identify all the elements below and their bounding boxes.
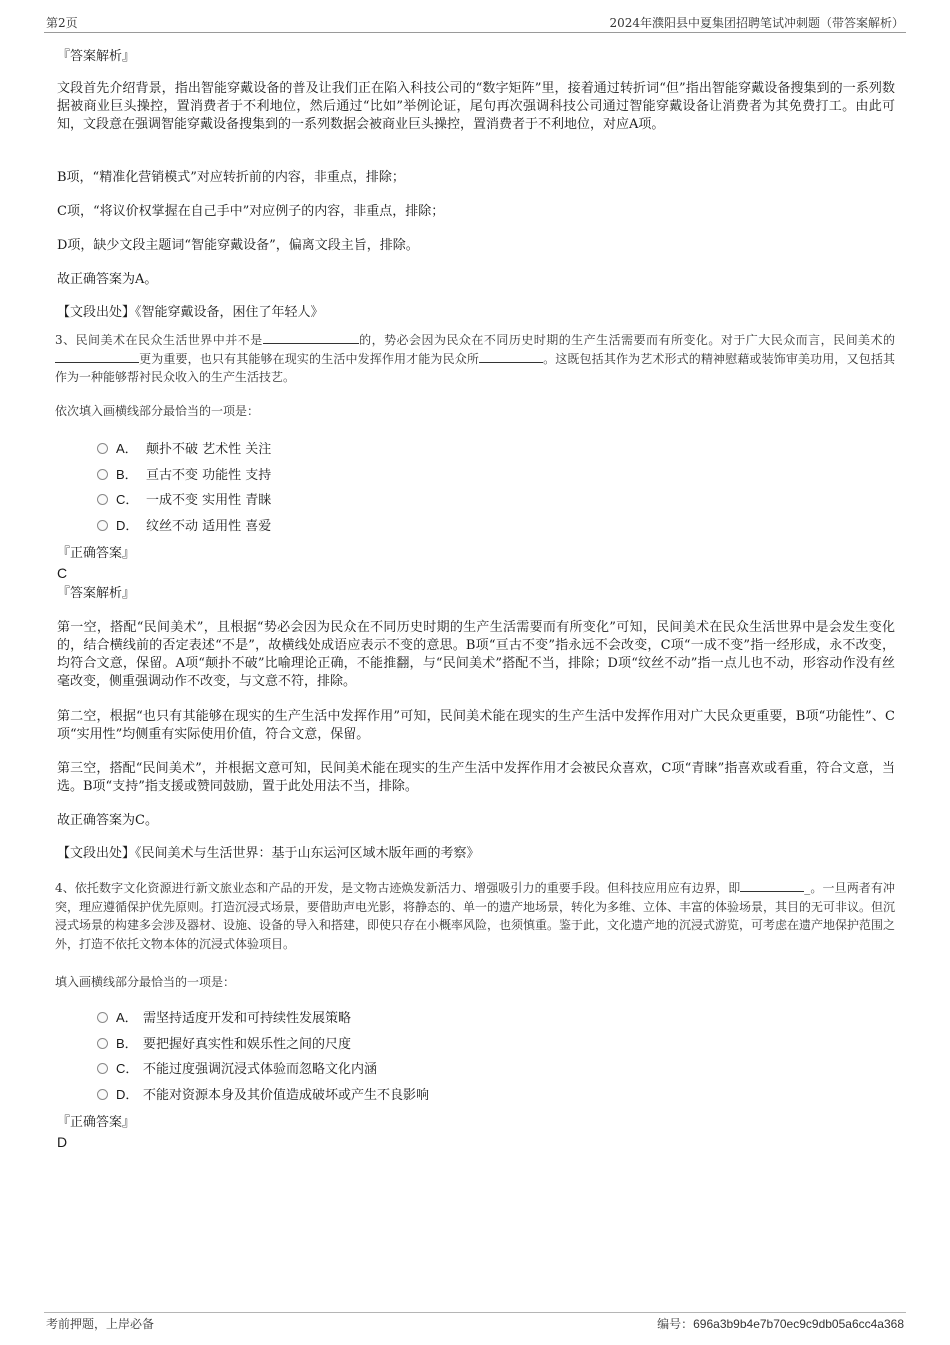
radio-icon[interactable]: [97, 443, 108, 454]
q3-conclusion: 故正确答案为C。: [57, 813, 158, 828]
q4-option-d[interactable]: D． 不能对资源本身及其价值造成破坏或产生不良影响: [97, 1086, 429, 1105]
radio-icon[interactable]: [97, 494, 108, 505]
q4-stem: 4、依托数字文化资源进行新文旅业态和产品的开发，是文物古迹焕发新活力、增强吸引力的重要手段。但科技应用应有边界，即 _。一旦两者有冲突，理应遵循保护优先原则。打造沉浸式场景，要借助声电光影，将静态的、单一的遗产地场景，转化为多维、立体、丰富的体验场景，其目的无可非议。但沉浸式场景的构建多会涉及器材、设施、设备的导入和搭建，即使只存在小概率风险，也须慎重。鉴于此，文化遗产地的沉浸式游览，可考虑在遗产地保护范围之外，打造不依托文物本体的沉浸式体验项目。: [55, 881, 896, 951]
q2-conclusion: 故正确答案为A。: [57, 272, 158, 287]
q3-analysis-label: 『答案解析』: [57, 586, 136, 601]
q2-option-c-note: C项，“将议价权掌握在自己手中”对应例子的内容，非重点，排除；: [57, 204, 445, 219]
page-number: 第2页: [46, 16, 78, 30]
q3-answer: C: [57, 565, 68, 581]
q3-analysis-p3: 第三空，搭配“民间美术”，并根据文意可知，民间美术能在现实的生产生活中发挥作用才会被民众喜欢，C项“青睐”指喜欢或看重，符合文意，当选。B项“支持”指支援或赞同鼓励，置于此处用法不当，排除。: [57, 761, 895, 794]
q4-prompt: 填入画横线部分最恰当的一项是：: [55, 975, 236, 989]
q2-option-b-note: B项，“精准化营销模式”对应转折前的内容，非重点，排除；: [57, 170, 405, 185]
blank-1: [263, 333, 359, 344]
radio-icon[interactable]: [97, 469, 108, 480]
q4-answer: D: [57, 1134, 68, 1150]
blank-2: [55, 352, 139, 363]
radio-icon[interactable]: [97, 520, 108, 531]
q3-analysis-p2: 第二空，根据“也只有其能够在现实的生产生活中发挥作用”可知，民间美术能在现实的生产生活中发挥作用对广大民众更重要，B项“功能性”、C项“实用性”均侧重有实际使用价值，符合文意，保留。: [57, 709, 895, 742]
q3-analysis-p1: 第一空，搭配“民间美术”，且根据“势必会因为民众在不同历史时期的生产生活需要而有所变化”可知，民间美术在民众生活世界中是会发生变化的，结合横线前的否定表述“不是”，故横线处成语应表示不变的意思。B项“亘古不变”指永远不会改变，C项“一成不变”指一经形成，永不改变，均符合文意，保留。A项“颠扑不破”比喻理论正确，不能推翻，与“民间美术”搭配不当，排除；D项“纹丝不动”指一点儿也不动，形容动作没有丝毫改变，侧重强调动作不改变，与文意不符，排除。: [57, 620, 895, 689]
q3-source: 【文段出处】《民间美术与生活世界：基于山东运河区域木版年画的考察》: [57, 846, 480, 861]
q3-option-a[interactable]: A． 颠扑不破 艺术性 关注: [97, 440, 271, 459]
q2-analysis-text: 文段首先介绍背景，指出智能穿戴设备的普及让我们正在陷入科技公司的“数字矩阵”里，接着通过转折词“但”指出智能穿戴设备搜集到的一系列数据被商业巨头操控，置消费者于不利地位，然后通过“比如”举例论证，尾句再次强调科技公司通过智能穿戴设备让消费者为其免费打工。由此可知，文段意在强调智能穿戴设备搜集到的一系列数据会被商业巨头操控，置消费者于不利地位，对应A项。: [57, 81, 895, 132]
radio-icon[interactable]: [97, 1089, 108, 1100]
blank: [740, 881, 804, 892]
radio-icon[interactable]: [97, 1038, 108, 1049]
q2-source: 【文段出处】《智能穿戴设备，困住了年轻人》: [57, 305, 324, 320]
q3-option-b[interactable]: B． 亘古不变 功能性 支持: [97, 466, 271, 485]
q3-answer-label: 『正确答案』: [57, 546, 136, 561]
document-title: 2024年濮阳县中夏集团招聘笔试冲刺题（带答案解析）: [609, 16, 904, 30]
q4-option-c[interactable]: C． 不能过度强调沉浸式体验而忽略文化内涵: [97, 1060, 377, 1079]
blank-3: [479, 352, 543, 363]
radio-icon[interactable]: [97, 1012, 108, 1023]
page-header: [44, 10, 906, 33]
page-footer: [44, 1312, 906, 1337]
radio-icon[interactable]: [97, 1063, 108, 1074]
q4-answer-label: 『正确答案』: [57, 1115, 136, 1130]
q3-prompt: 依次填入画横线部分最恰当的一项是：: [55, 404, 260, 418]
document-id: 编号：696a3b9b4e7b70ec9c9db05a6cc4a368: [657, 1317, 904, 1331]
q2-analysis-label: 『答案解析』: [57, 49, 136, 64]
q4-option-b[interactable]: B． 要把握好真实性和娱乐性之间的尺度: [97, 1035, 351, 1054]
q2-option-d-note: D项，缺少文段主题词“智能穿戴设备”，偏离文段主旨，排除。: [57, 238, 419, 253]
q3-option-c[interactable]: C． 一成不变 实用性 青睐: [97, 491, 271, 510]
q4-option-a[interactable]: A． 需坚持适度开发和可持续性发展策略: [97, 1009, 351, 1028]
q3-stem: 3、民间美术在民众生活世界中并不是 的，势必会因为民众在不同历史时期的生产生活需要而有所变化。对于广大民众而言，民间美术的更为重要，也只有其能够在现实的生活中发挥作用才能为民众所 。这既包括其作为艺术形式的精神慰藉或装饰审美功用，又包括其作为一种能够帮衬民众收入的生产生活技艺。: [55, 333, 895, 384]
q3-option-d[interactable]: D． 纹丝不动 适用性 喜爱: [97, 517, 271, 536]
footer-slogan: 考前押题，上岸必备: [46, 1317, 155, 1331]
